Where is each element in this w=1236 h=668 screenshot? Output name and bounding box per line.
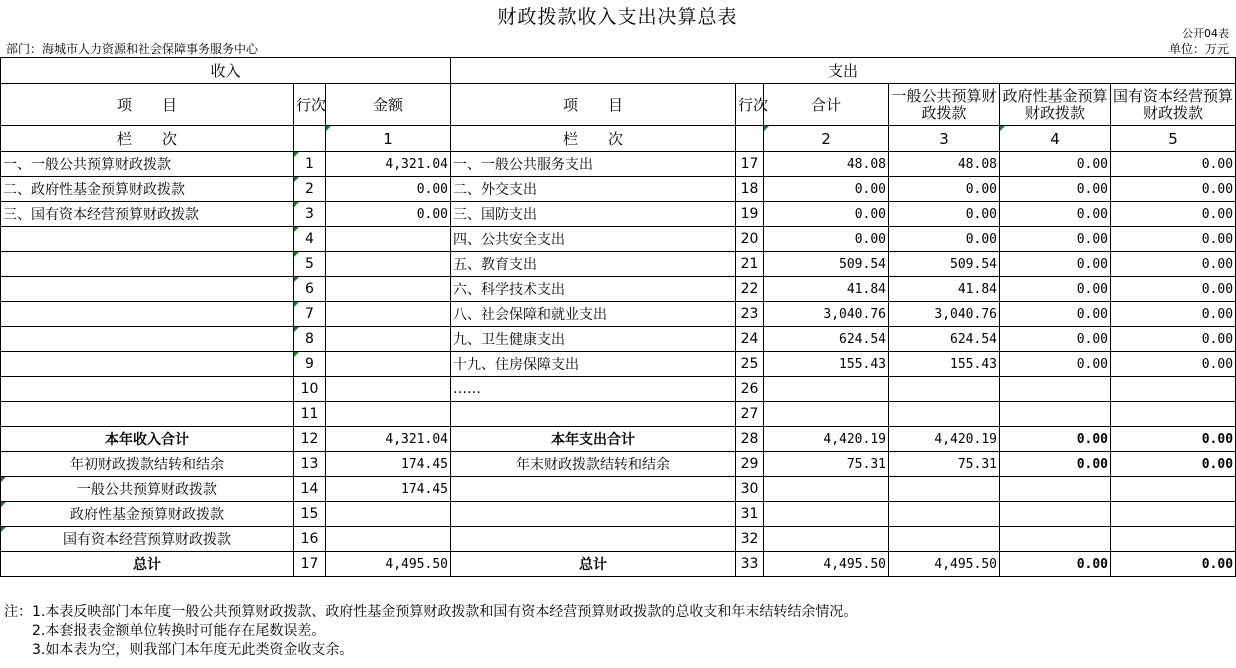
- expense-line-no: 32: [736, 527, 764, 552]
- expense-line-no: 27: [736, 402, 764, 427]
- income-item: 一、一般公共预算财政拨款: [1, 152, 294, 177]
- income-amount: 4,495.50: [326, 552, 451, 577]
- income-column-label: 栏 次: [1, 126, 294, 152]
- gov-fund-amount: 0.00: [1000, 452, 1111, 477]
- col-num-2: 2: [764, 126, 889, 152]
- income-line-no: 13: [294, 452, 326, 477]
- unit-label: 单位：万元: [1168, 42, 1229, 56]
- general-public-amount: [889, 477, 1000, 502]
- expense-item: 九、卫生健康支出: [451, 327, 736, 352]
- note-1: 注：1.本表反映部门本年度一般公共预算财政拨款、政府性基金预算财政拨款和国有资本经营预算财政拨款的总收支和年末结转结余情况。: [4, 604, 858, 620]
- expense-total: 0.00: [764, 202, 889, 227]
- expense-line-no: 26: [736, 377, 764, 402]
- col-num-5: 5: [1111, 126, 1236, 152]
- gov-fund-amount: 0.00: [1000, 552, 1111, 577]
- note-2: 2.本套报表金额单位转换时可能存在尾数误差。: [4, 623, 326, 639]
- col-num-4: 4: [1000, 126, 1111, 152]
- gov-fund-amount: 0.00: [1000, 177, 1111, 202]
- income-item: [1, 227, 294, 252]
- notes: [4, 603, 857, 660]
- income-item: [1, 277, 294, 302]
- state-capital-amount: 0.00: [1111, 352, 1236, 377]
- expense-item: 总计: [451, 552, 736, 577]
- expense-total: 509.54: [764, 252, 889, 277]
- income-amount: 4,321.04: [326, 427, 451, 452]
- table-row: [1, 202, 1236, 227]
- income-item: [1, 252, 294, 277]
- table-row: [1, 527, 1236, 552]
- expense-line-no: 33: [736, 552, 764, 577]
- income-amount: 174.45: [326, 452, 451, 477]
- table-row: [1, 302, 1236, 327]
- expense-line-no: 31: [736, 502, 764, 527]
- gov-fund-amount: [1000, 527, 1111, 552]
- expense-total: 155.43: [764, 352, 889, 377]
- income-line-no: 12: [294, 427, 326, 452]
- expense-item: 六、科学技术支出: [451, 277, 736, 302]
- expense-line-no: 28: [736, 427, 764, 452]
- income-amount: [326, 302, 451, 327]
- empty-cell: [294, 126, 326, 152]
- income-line-no: 2: [294, 177, 326, 202]
- expense-line-no: 24: [736, 327, 764, 352]
- state-capital-amount: 0.00: [1111, 552, 1236, 577]
- amount-header: 金额: [326, 84, 451, 126]
- income-amount: 0.00: [326, 177, 451, 202]
- income-item: 二、政府性基金预算财政拨款: [1, 177, 294, 202]
- table-row: [1, 452, 1236, 477]
- expense-total: [764, 377, 889, 402]
- expense-line-no: 19: [736, 202, 764, 227]
- state-capital-header: 国有资本经营预算财政拨款: [1111, 84, 1236, 126]
- general-public-amount: [889, 502, 1000, 527]
- state-capital-amount: 0.00: [1111, 277, 1236, 302]
- state-capital-amount: [1111, 377, 1236, 402]
- expense-item: 八、社会保障和就业支出: [451, 302, 736, 327]
- income-item: 本年收入合计: [1, 427, 294, 452]
- state-capital-amount: [1111, 527, 1236, 552]
- general-public-amount: 4,495.50: [889, 552, 1000, 577]
- income-amount: [326, 402, 451, 427]
- gov-fund-amount: 0.00: [1000, 227, 1111, 252]
- gov-fund-amount: 0.00: [1000, 352, 1111, 377]
- expense-total: 4,495.50: [764, 552, 889, 577]
- state-capital-amount: 0.00: [1111, 177, 1236, 202]
- expense-line-no: 17: [736, 152, 764, 177]
- table-row: [1, 152, 1236, 177]
- general-public-header: 一般公共预算财政拨款: [889, 84, 1000, 126]
- income-amount: 0.00: [326, 202, 451, 227]
- expense-line-no: 22: [736, 277, 764, 302]
- expense-item: [451, 527, 736, 552]
- report-title: 财政拨款收入支出决算总表: [497, 6, 738, 28]
- general-public-amount: 0.00: [889, 227, 1000, 252]
- gov-fund-amount: [1000, 477, 1111, 502]
- expense-item: 本年支出合计: [451, 427, 736, 452]
- note-3: 3.如本表为空，则我部门本年度无此类资金收支余。: [4, 642, 354, 658]
- expense-line-no: 25: [736, 352, 764, 377]
- expense-item: 年末财政拨款结转和结余: [451, 452, 736, 477]
- general-public-amount: [889, 402, 1000, 427]
- general-public-amount: 4,420.19: [889, 427, 1000, 452]
- table-row: [1, 177, 1236, 202]
- income-line-no: 11: [294, 402, 326, 427]
- expense-line-no: 18: [736, 177, 764, 202]
- income-item: 三、国有资本经营预算财政拨款: [1, 202, 294, 227]
- gov-fund-amount: [1000, 377, 1111, 402]
- general-public-amount: 41.84: [889, 277, 1000, 302]
- state-capital-amount: 0.00: [1111, 252, 1236, 277]
- expense-total: [764, 477, 889, 502]
- income-item: 国有资本经营预算财政拨款: [1, 527, 294, 552]
- state-capital-amount: 0.00: [1111, 202, 1236, 227]
- expense-item: 三、国防支出: [451, 202, 736, 227]
- expense-total: 624.54: [764, 327, 889, 352]
- gov-fund-amount: [1000, 502, 1111, 527]
- expense-line-no: 23: [736, 302, 764, 327]
- expense-total: 3,040.76: [764, 302, 889, 327]
- expense-header: 支出: [451, 58, 1236, 84]
- income-amount: [326, 352, 451, 377]
- income-line-no: 17: [294, 552, 326, 577]
- general-public-amount: 0.00: [889, 202, 1000, 227]
- expense-line-no: 21: [736, 252, 764, 277]
- gov-fund-amount: 0.00: [1000, 302, 1111, 327]
- expense-total: 0.00: [764, 177, 889, 202]
- expense-item: [451, 477, 736, 502]
- income-line-no: 5: [294, 252, 326, 277]
- form-code: 公开04表: [1182, 27, 1229, 40]
- income-line-no: 4: [294, 227, 326, 252]
- income-item: [1, 352, 294, 377]
- expense-total: 41.84: [764, 277, 889, 302]
- income-line-header: 行次: [294, 84, 326, 126]
- income-header: 收入: [1, 58, 451, 84]
- general-public-amount: 155.43: [889, 352, 1000, 377]
- income-amount: [326, 227, 451, 252]
- expense-column-label: 栏 次: [451, 126, 736, 152]
- income-amount: [326, 502, 451, 527]
- general-public-amount: 624.54: [889, 327, 1000, 352]
- income-line-no: 7: [294, 302, 326, 327]
- expense-total: [764, 527, 889, 552]
- department-label: 部门：海城市人力资源和社会保障事务服务中心: [6, 42, 259, 56]
- general-public-amount: [889, 527, 1000, 552]
- income-amount: 174.45: [326, 477, 451, 502]
- income-item: 年初财政拨款结转和结余: [1, 452, 294, 477]
- table-row: [1, 277, 1236, 302]
- state-capital-amount: [1111, 402, 1236, 427]
- gov-fund-amount: 0.00: [1000, 277, 1111, 302]
- gov-fund-amount: 0.00: [1000, 252, 1111, 277]
- income-item: [1, 302, 294, 327]
- income-amount: [326, 377, 451, 402]
- expense-item: 十九、住房保障支出: [451, 352, 736, 377]
- income-amount: [326, 327, 451, 352]
- income-item: [1, 402, 294, 427]
- income-line-no: 8: [294, 327, 326, 352]
- general-public-amount: 0.00: [889, 177, 1000, 202]
- expense-total: [764, 502, 889, 527]
- income-amount: [326, 252, 451, 277]
- income-item: [1, 327, 294, 352]
- income-item: [1, 377, 294, 402]
- expense-item: [451, 502, 736, 527]
- table-row: [1, 427, 1236, 452]
- income-item-header: 项 目: [1, 84, 294, 126]
- income-item: 政府性基金预算财政拨款: [1, 502, 294, 527]
- income-line-no: 9: [294, 352, 326, 377]
- expense-item: [451, 402, 736, 427]
- col-num-3: 3: [889, 126, 1000, 152]
- table-row: [1, 227, 1236, 252]
- expense-line-header: 行次: [736, 84, 764, 126]
- gov-fund-amount: [1000, 402, 1111, 427]
- income-amount: [326, 277, 451, 302]
- table-row: [1, 352, 1236, 377]
- general-public-amount: 75.31: [889, 452, 1000, 477]
- gov-fund-amount: 0.00: [1000, 202, 1111, 227]
- general-public-amount: 509.54: [889, 252, 1000, 277]
- state-capital-amount: [1111, 502, 1236, 527]
- expense-line-no: 20: [736, 227, 764, 252]
- total-header: 合计: [764, 84, 889, 126]
- table-row: [1, 377, 1236, 402]
- expense-item: 五、教育支出: [451, 252, 736, 277]
- table-row: [1, 502, 1236, 527]
- gov-fund-amount: 0.00: [1000, 152, 1111, 177]
- state-capital-amount: [1111, 477, 1236, 502]
- fiscal-summary-table: [0, 57, 1236, 577]
- expense-total: 4,420.19: [764, 427, 889, 452]
- expense-total: 48.08: [764, 152, 889, 177]
- income-item: 一般公共预算财政拨款: [1, 477, 294, 502]
- income-line-no: 16: [294, 527, 326, 552]
- expense-item: 二、外交支出: [451, 177, 736, 202]
- income-line-no: 15: [294, 502, 326, 527]
- expense-item: ……: [451, 377, 736, 402]
- table-row: [1, 477, 1236, 502]
- general-public-amount: 48.08: [889, 152, 1000, 177]
- income-line-no: 10: [294, 377, 326, 402]
- expense-line-no: 30: [736, 477, 764, 502]
- general-public-amount: [889, 377, 1000, 402]
- income-line-no: 6: [294, 277, 326, 302]
- gov-fund-header: 政府性基金预算财政拨款: [1000, 84, 1111, 126]
- table-row: [1, 252, 1236, 277]
- col-num-1: 1: [326, 126, 451, 152]
- expense-item: 一、一般公共服务支出: [451, 152, 736, 177]
- income-line-no: 1: [294, 152, 326, 177]
- income-amount: 4,321.04: [326, 152, 451, 177]
- table-row: [1, 552, 1236, 577]
- state-capital-amount: 0.00: [1111, 302, 1236, 327]
- state-capital-amount: 0.00: [1111, 427, 1236, 452]
- expense-line-no: 29: [736, 452, 764, 477]
- table-row: [1, 402, 1236, 427]
- income-item: 总计: [1, 552, 294, 577]
- state-capital-amount: 0.00: [1111, 452, 1236, 477]
- expense-total: [764, 402, 889, 427]
- table-row: [1, 327, 1236, 352]
- expense-total: 0.00: [764, 227, 889, 252]
- income-amount: [326, 527, 451, 552]
- empty-cell: [736, 126, 764, 152]
- expense-item-header: 项 目: [451, 84, 736, 126]
- general-public-amount: 3,040.76: [889, 302, 1000, 327]
- gov-fund-amount: 0.00: [1000, 427, 1111, 452]
- expense-item: 四、公共安全支出: [451, 227, 736, 252]
- gov-fund-amount: 0.00: [1000, 327, 1111, 352]
- income-line-no: 14: [294, 477, 326, 502]
- expense-total: 75.31: [764, 452, 889, 477]
- state-capital-amount: 0.00: [1111, 327, 1236, 352]
- income-line-no: 3: [294, 202, 326, 227]
- state-capital-amount: 0.00: [1111, 227, 1236, 252]
- state-capital-amount: 0.00: [1111, 152, 1236, 177]
